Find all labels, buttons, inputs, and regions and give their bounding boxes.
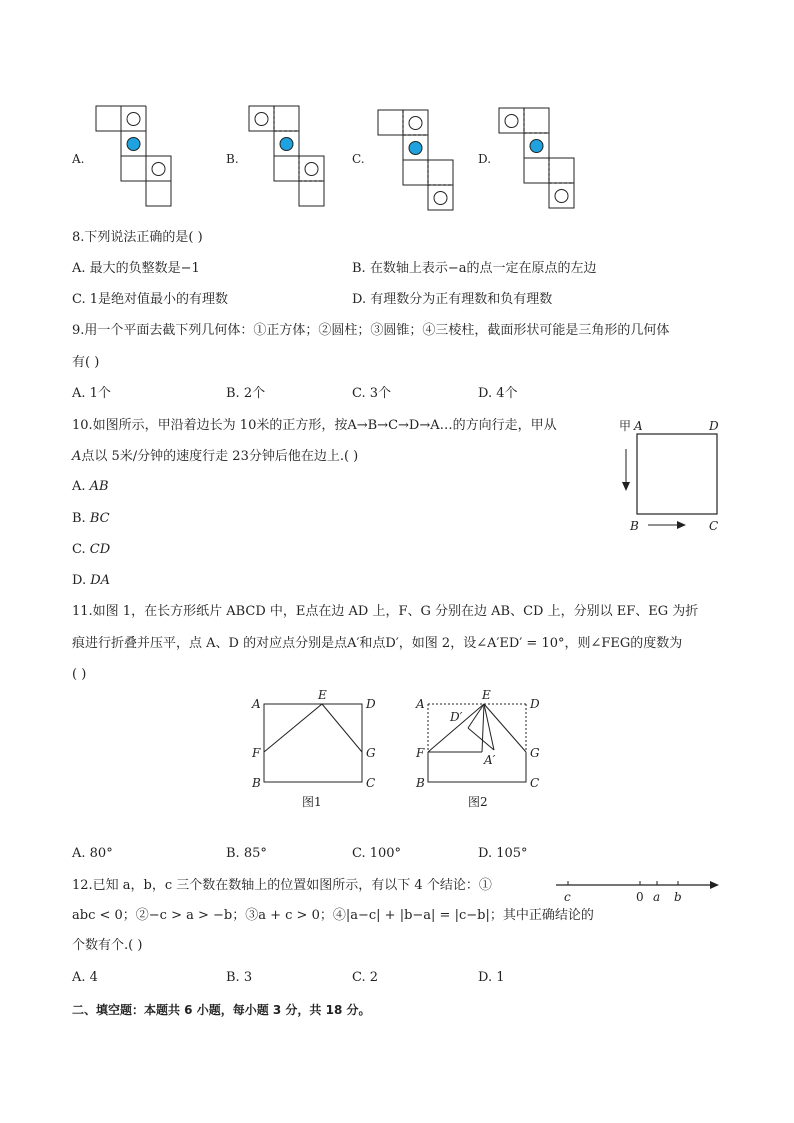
fig2-label-f: F xyxy=(416,746,425,760)
arrow-right-icon xyxy=(710,881,719,889)
q7-option-d-label: D. xyxy=(478,152,492,166)
circle-icon xyxy=(305,163,318,176)
q9-option-c[interactable]: C. 3个 xyxy=(352,386,392,401)
filled-circle-icon xyxy=(530,140,543,153)
q10-option-a[interactable]: A. AB xyxy=(72,479,109,494)
q11-option-d[interactable]: D. 105° xyxy=(478,846,528,861)
q8-option-d[interactable]: D. 有理数分为正有理数和负有理数 xyxy=(352,292,553,307)
fig2-label-g: G xyxy=(530,746,540,760)
fig1-label-g: G xyxy=(366,746,376,760)
q7-net-a xyxy=(95,104,175,208)
q9-stem-line2: 有( ) xyxy=(72,355,100,370)
q12-option-d[interactable]: D. 1 xyxy=(478,970,505,985)
q7-net-d xyxy=(498,106,578,210)
q9-stem-line1: 9.用一个平面去截下列几何体：①正方体；②圆柱；③圆锥；④三棱柱，截面形状可能是三角形的几何体 xyxy=(72,323,670,338)
q10-stem-line2: A点以 5米/分钟的速度行走 23分钟后他在边上.( ) xyxy=(72,449,359,464)
fig1-label-e: E xyxy=(318,688,327,702)
q8-option-b[interactable]: B. 在数轴上表示−a的点一定在原点的左边 xyxy=(352,261,597,276)
fig1-caption: 图1 xyxy=(302,795,322,809)
circle-icon xyxy=(127,113,140,126)
q7-option-b-label: B. xyxy=(226,152,239,166)
circle-icon xyxy=(505,115,518,128)
fig2-label-a-prime: A′ xyxy=(484,753,496,767)
filled-circle-icon xyxy=(280,138,293,151)
q11-option-c[interactable]: C. 100° xyxy=(352,846,402,861)
q12-stem-line3: 个数有个.( ) xyxy=(72,938,143,953)
circle-icon xyxy=(434,192,447,205)
fig1-label-d: D xyxy=(366,697,376,711)
fig2-caption: 图2 xyxy=(468,795,488,809)
q10-label-c: C xyxy=(709,519,719,533)
filled-circle-icon xyxy=(127,138,140,151)
q10-label-b: B xyxy=(630,519,639,533)
axis-label-c: c xyxy=(564,890,571,904)
q12-stem-line2: abc < 0；②−c > a > −b；③a + c > 0；④|a−c| + |b−a| = |c−b|；其中正确结论的 xyxy=(72,908,594,923)
q11-stem-line2: 痕进行折叠并压平，点 A、D 的对应点分别是点A′和点D′，如图 2，设∠A′ED′ = 10°，则∠FEG的度数为 xyxy=(72,636,683,651)
fig2-label-d-prime: D′ xyxy=(450,710,463,724)
q7-net-c xyxy=(377,108,457,212)
circle-icon xyxy=(152,163,165,176)
q10-option-b[interactable]: B. BC xyxy=(72,511,110,526)
q11-option-a[interactable]: A. 80° xyxy=(72,846,113,861)
q10-option-d[interactable]: D. DA xyxy=(72,573,111,588)
q11-stem-line3: ( ) xyxy=(72,667,87,682)
axis-label-b: b xyxy=(674,890,682,904)
fig1-label-a: A xyxy=(252,697,261,711)
section-2-heading: 二、填空题：本题共 6 小题，每小题 3 分，共 18 分。 xyxy=(72,1003,371,1017)
fig2-label-a: A xyxy=(416,697,425,711)
fig2-label-b: B xyxy=(416,776,425,790)
q7-option-a-label: A. xyxy=(72,152,85,166)
q11-figure-1 xyxy=(248,688,388,812)
q11-option-b[interactable]: B. 85° xyxy=(226,846,267,861)
fig1-label-b: B xyxy=(252,776,261,790)
fig2-label-e: E xyxy=(482,688,491,702)
q10-square-figure xyxy=(612,414,732,538)
q12-option-c[interactable]: C. 2 xyxy=(352,970,379,985)
filled-circle-icon xyxy=(409,142,422,155)
q9-option-b[interactable]: B. 2个 xyxy=(226,386,266,401)
q12-stem-line1: 12.已知 a，b，c 三个数在数轴上的位置如图所示，有以下 4 个结论：① xyxy=(72,878,492,893)
q10-label-a: A xyxy=(634,419,643,433)
q10-stem-line1: 10.如图所示，甲沿着边长为 10米的正方形，按A→B→C→D→A…的方向行走，甲从 xyxy=(72,418,557,433)
q8-option-a[interactable]: A. 最大的负整数是−1 xyxy=(72,261,200,276)
q11-stem-line1: 11.如图 1，在长方形纸片 ABCD 中，E点在边 AD 上，F、G 分别在边 AB、CD 上，分别以 EF、EG 为折 xyxy=(72,604,699,619)
q10-label-d: D xyxy=(709,419,719,433)
axis-label-a: a xyxy=(653,890,661,904)
q12-number-line xyxy=(556,872,726,908)
circle-icon xyxy=(409,117,422,130)
arrow-right-icon xyxy=(648,521,686,529)
fig2-label-d: D xyxy=(530,697,540,711)
q8-option-c[interactable]: C. 1是绝对值最小的有理数 xyxy=(72,292,229,307)
q12-option-b[interactable]: B. 3 xyxy=(226,970,253,985)
circle-icon xyxy=(555,190,568,203)
axis-label-zero: 0 xyxy=(636,890,644,904)
q8-stem: 8.下列说法正确的是( ) xyxy=(72,230,203,245)
q9-option-d[interactable]: D. 4个 xyxy=(478,386,518,401)
fig2-label-c: C xyxy=(530,776,540,790)
q7-net-b xyxy=(248,104,328,208)
q12-option-a[interactable]: A. 4 xyxy=(72,970,98,985)
fig1-label-c: C xyxy=(366,776,376,790)
q11-figure-2 xyxy=(412,688,552,812)
arrow-down-icon xyxy=(622,449,630,491)
q9-option-a[interactable]: A. 1个 xyxy=(72,386,111,401)
fig1-label-f: F xyxy=(252,746,261,760)
circle-icon xyxy=(255,113,268,126)
q10-label-jia: 甲 xyxy=(619,419,632,433)
q10-option-c[interactable]: C. CD xyxy=(72,542,111,557)
q7-option-c-label: C. xyxy=(352,152,365,166)
